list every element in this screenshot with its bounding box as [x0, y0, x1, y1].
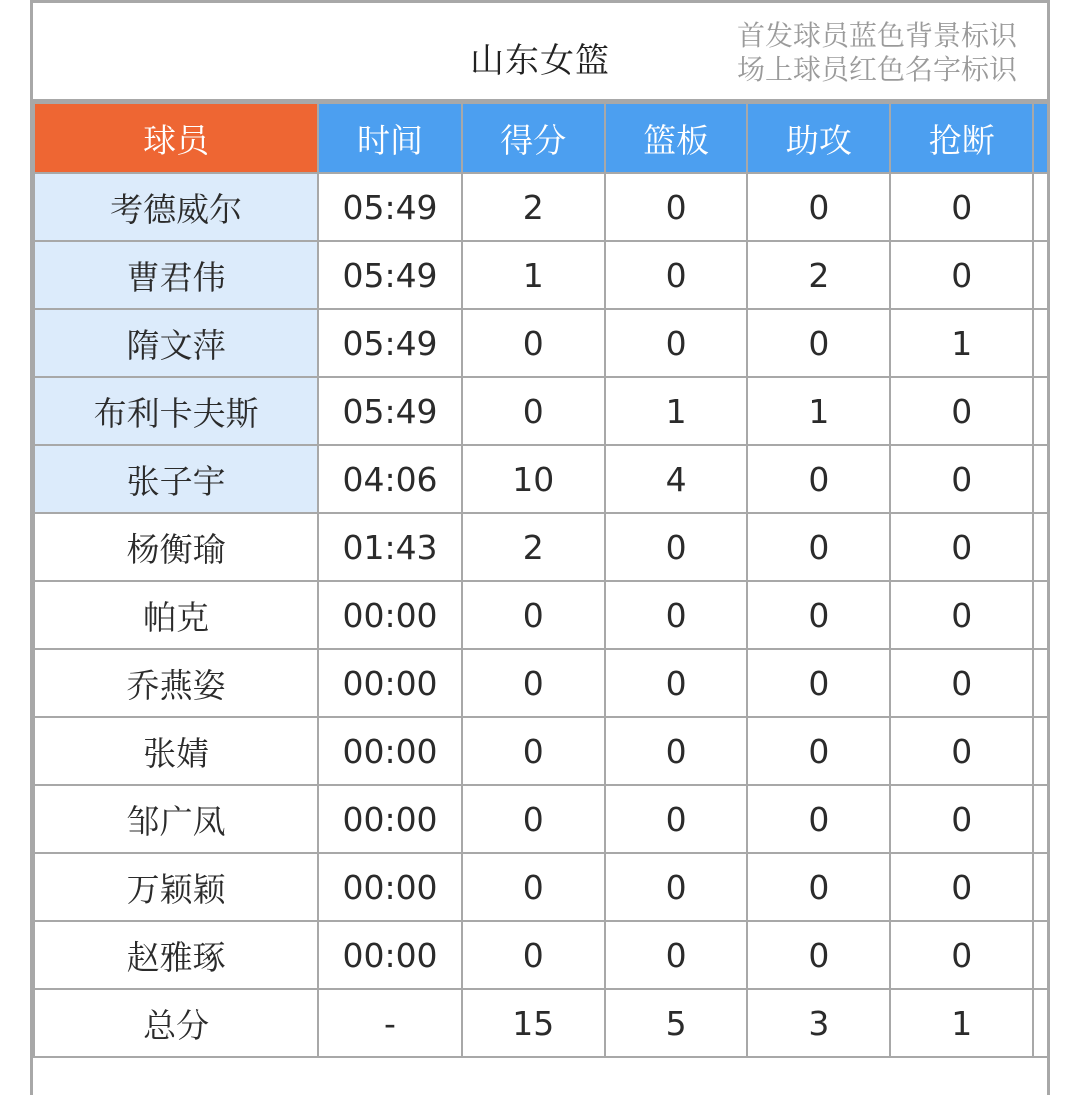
legend — [737, 19, 1017, 87]
column-header-time[interactable]: 时间 — [318, 103, 461, 173]
time-cell: 05:49 — [318, 377, 461, 445]
assists-cell: 1 — [747, 377, 890, 445]
assists-cell: 2 — [747, 241, 890, 309]
overflow-cell — [1033, 717, 1047, 785]
assists-cell: 0 — [747, 445, 890, 513]
time-cell: 00:00 — [318, 717, 461, 785]
steals-cell: 0 — [890, 785, 1033, 853]
stats-table — [33, 102, 1047, 1058]
assists-cell: 0 — [747, 921, 890, 989]
player-name-cell[interactable]: 赵雅琢 — [34, 921, 318, 989]
rebounds-cell: 4 — [605, 445, 748, 513]
player-name-cell[interactable]: 曹君伟 — [34, 241, 318, 309]
player-name-cell[interactable]: 张婧 — [34, 717, 318, 785]
steals-cell: 0 — [890, 513, 1033, 581]
column-header-overflow — [1033, 103, 1047, 173]
totals-steals-cell: 1 — [890, 989, 1033, 1057]
player-name-cell[interactable]: 张子宇 — [34, 445, 318, 513]
points-cell: 0 — [462, 717, 605, 785]
assists-cell: 0 — [747, 717, 890, 785]
steals-cell: 1 — [890, 309, 1033, 377]
rebounds-cell: 0 — [605, 921, 748, 989]
table-header-row — [34, 103, 1047, 173]
player-name-cell[interactable]: 帕克 — [34, 581, 318, 649]
points-cell: 0 — [462, 785, 605, 853]
time-cell: 05:49 — [318, 241, 461, 309]
totals-rebounds-cell: 5 — [605, 989, 748, 1057]
overflow-cell — [1033, 581, 1047, 649]
table-row[interactable] — [34, 309, 1047, 377]
column-header-points[interactable]: 得分 — [462, 103, 605, 173]
column-header-steals[interactable]: 抢断 — [890, 103, 1033, 173]
player-name-cell[interactable]: 布利卡夫斯 — [34, 377, 318, 445]
points-cell: 2 — [462, 513, 605, 581]
boxscore-panel — [30, 0, 1050, 1095]
points-cell: 1 — [462, 241, 605, 309]
table-row[interactable] — [34, 581, 1047, 649]
player-name-cell[interactable]: 考德威尔 — [34, 173, 318, 241]
column-header-assists[interactable]: 助攻 — [747, 103, 890, 173]
legend-oncourt-note: 场上球员红色名字标识 — [736, 53, 1017, 86]
assists-cell: 0 — [747, 173, 890, 241]
column-header-player[interactable]: 球员 — [34, 103, 318, 173]
column-header-rebounds[interactable]: 篮板 — [605, 103, 748, 173]
assists-cell: 0 — [747, 853, 890, 921]
table-row[interactable] — [34, 241, 1047, 309]
table-row[interactable] — [34, 785, 1047, 853]
time-cell: 04:06 — [318, 445, 461, 513]
player-name-cell[interactable]: 隋文萍 — [34, 309, 318, 377]
time-cell: 00:00 — [318, 853, 461, 921]
steals-cell: 0 — [890, 377, 1033, 445]
points-cell: 0 — [462, 309, 605, 377]
totals-player-name-cell: 总分 — [34, 989, 318, 1057]
points-cell: 0 — [462, 581, 605, 649]
table-row[interactable] — [34, 377, 1047, 445]
steals-cell: 0 — [890, 649, 1033, 717]
table-row[interactable] — [34, 649, 1047, 717]
team-title: 山东女篮 — [470, 41, 610, 81]
table-row[interactable] — [34, 717, 1047, 785]
overflow-cell — [1033, 921, 1047, 989]
steals-cell: 0 — [890, 921, 1033, 989]
totals-points-cell: 15 — [462, 989, 605, 1057]
overflow-cell — [1033, 309, 1047, 377]
points-cell: 0 — [462, 649, 605, 717]
points-cell: 0 — [462, 377, 605, 445]
assists-cell: 0 — [747, 649, 890, 717]
assists-cell: 0 — [747, 581, 890, 649]
points-cell: 0 — [462, 853, 605, 921]
stats-body — [34, 173, 1047, 1057]
steals-cell: 0 — [890, 445, 1033, 513]
rebounds-cell: 0 — [605, 173, 748, 241]
time-cell: 00:00 — [318, 785, 461, 853]
player-name-cell[interactable]: 邹广凤 — [34, 785, 318, 853]
table-row[interactable] — [34, 853, 1047, 921]
steals-cell: 0 — [890, 173, 1033, 241]
points-cell: 10 — [462, 445, 605, 513]
overflow-cell — [1033, 241, 1047, 309]
legend-starter-note: 首发球员蓝色背景标识 — [736, 19, 1017, 52]
points-cell: 2 — [462, 173, 605, 241]
steals-cell: 0 — [890, 581, 1033, 649]
player-name-cell[interactable]: 万颖颖 — [34, 853, 318, 921]
overflow-cell — [1033, 649, 1047, 717]
overflow-cell — [1033, 377, 1047, 445]
overflow-cell — [1033, 853, 1047, 921]
assists-cell: 0 — [747, 513, 890, 581]
assists-cell: 0 — [747, 309, 890, 377]
assists-cell: 0 — [747, 785, 890, 853]
totals-assists-cell: 3 — [747, 989, 890, 1057]
time-cell: 00:00 — [318, 921, 461, 989]
overflow-cell — [1033, 785, 1047, 853]
steals-cell: 0 — [890, 241, 1033, 309]
player-name-cell[interactable]: 杨衡瑜 — [34, 513, 318, 581]
time-cell: 00:00 — [318, 649, 461, 717]
rebounds-cell: 1 — [605, 377, 748, 445]
steals-cell: 0 — [890, 717, 1033, 785]
rebounds-cell: 0 — [605, 513, 748, 581]
table-row[interactable] — [34, 513, 1047, 581]
title-bar — [33, 0, 1047, 102]
overflow-cell — [1033, 173, 1047, 241]
table-row[interactable] — [34, 173, 1047, 241]
rebounds-cell: 0 — [605, 785, 748, 853]
time-cell: 01:43 — [318, 513, 461, 581]
rebounds-cell: 0 — [605, 649, 748, 717]
table-row[interactable] — [34, 921, 1047, 989]
time-cell: 05:49 — [318, 309, 461, 377]
rebounds-cell: 0 — [605, 853, 748, 921]
rebounds-cell: 0 — [605, 581, 748, 649]
points-cell: 0 — [462, 921, 605, 989]
time-cell: 00:00 — [318, 581, 461, 649]
rebounds-cell: 0 — [605, 717, 748, 785]
rebounds-cell: 0 — [605, 241, 748, 309]
rebounds-cell: 0 — [605, 309, 748, 377]
overflow-cell — [1033, 989, 1047, 1057]
steals-cell: 0 — [890, 853, 1033, 921]
player-name-cell[interactable]: 乔燕姿 — [34, 649, 318, 717]
totals-row — [34, 989, 1047, 1057]
overflow-cell — [1033, 445, 1047, 513]
time-cell: 05:49 — [318, 173, 461, 241]
table-row[interactable] — [34, 445, 1047, 513]
overflow-cell — [1033, 513, 1047, 581]
totals-time-cell: - — [318, 989, 461, 1057]
